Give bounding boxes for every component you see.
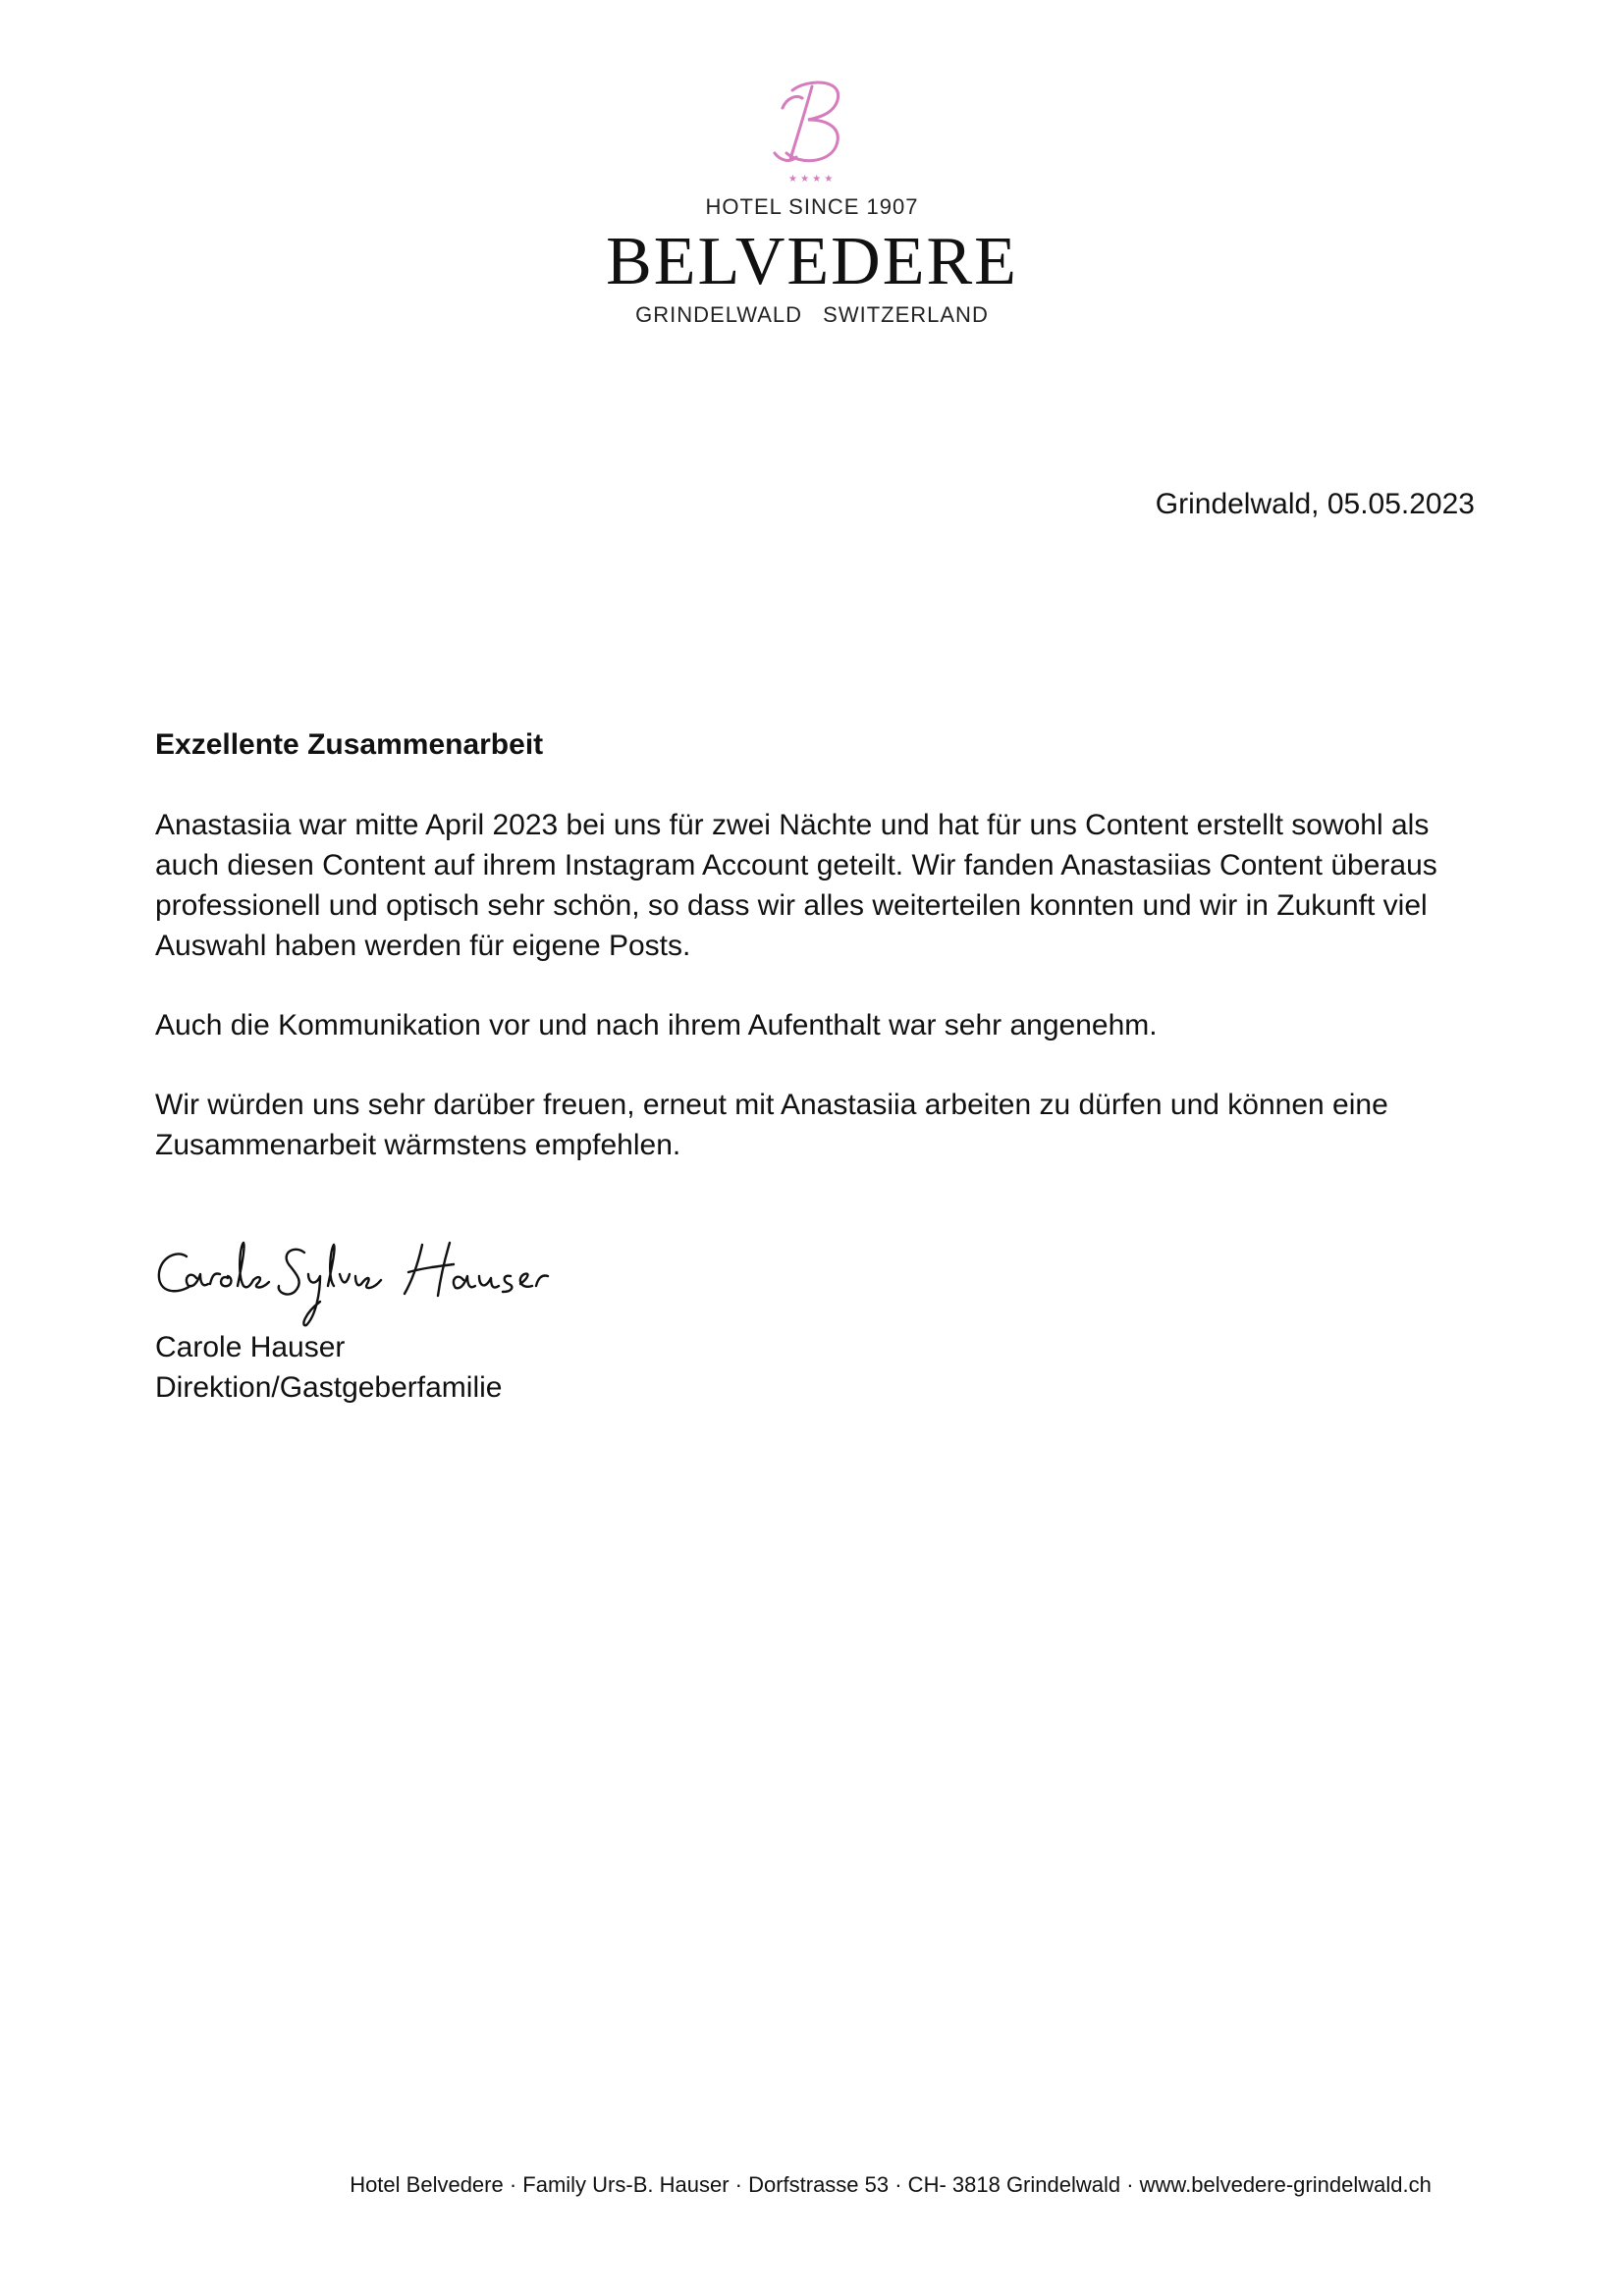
hotel-location: GRINDELWALD SWITZERLAND bbox=[635, 302, 989, 327]
hotel-since-text: HOTEL SINCE 1907 bbox=[705, 194, 919, 219]
handwritten-signature bbox=[147, 1217, 619, 1335]
letterhead bbox=[0, 69, 1624, 328]
signer-block bbox=[155, 1327, 502, 1408]
letter-body bbox=[155, 724, 1481, 1204]
letter-subject: Exzellente Zusammenarbeit bbox=[155, 728, 544, 761]
body-paragraph: Anastasiia war mitte April 2023 bei uns für zwei Nächte und hat für uns Content erstellt sowohl als auch diesen Content auf ihrem Instagram Account geteilt. Wir fanden Anastasiias Content überaus professionell und optisch sehr schön, so dass wir alles weiterteilen konnten und wir in Zukunft viel Auswahl haben werden für eigene Posts. bbox=[155, 809, 1437, 962]
hotel-name: BELVEDERE bbox=[606, 224, 1018, 299]
hotel-monogram-logo bbox=[753, 69, 871, 187]
svg-text:★ ★ ★ ★: ★ ★ ★ ★ bbox=[788, 174, 834, 185]
signer-name: Carole Hauser bbox=[155, 1331, 346, 1363]
body-paragraph: Wir würden uns sehr darüber freuen, erneut mit Anastasiia arbeiten zu dürfen und können eine Zusammenarbeit wärmstens empfehlen. bbox=[155, 1089, 1388, 1161]
letter-date: Grindelwald, 05.05.2023 bbox=[1155, 488, 1475, 520]
letter-footer: Hotel Belvedere · Family Urs-B. Hauser · Dorfstrasse 53 · CH- 3818 Grindelwald · www.belvedere-grindelwald.ch bbox=[350, 2172, 1432, 2197]
body-paragraph: Auch die Kommunikation vor und nach ihrem Aufenthalt war sehr angenehm. bbox=[155, 1009, 1158, 1041]
signer-title: Direktion/Gastgeberfamilie bbox=[155, 1371, 503, 1404]
